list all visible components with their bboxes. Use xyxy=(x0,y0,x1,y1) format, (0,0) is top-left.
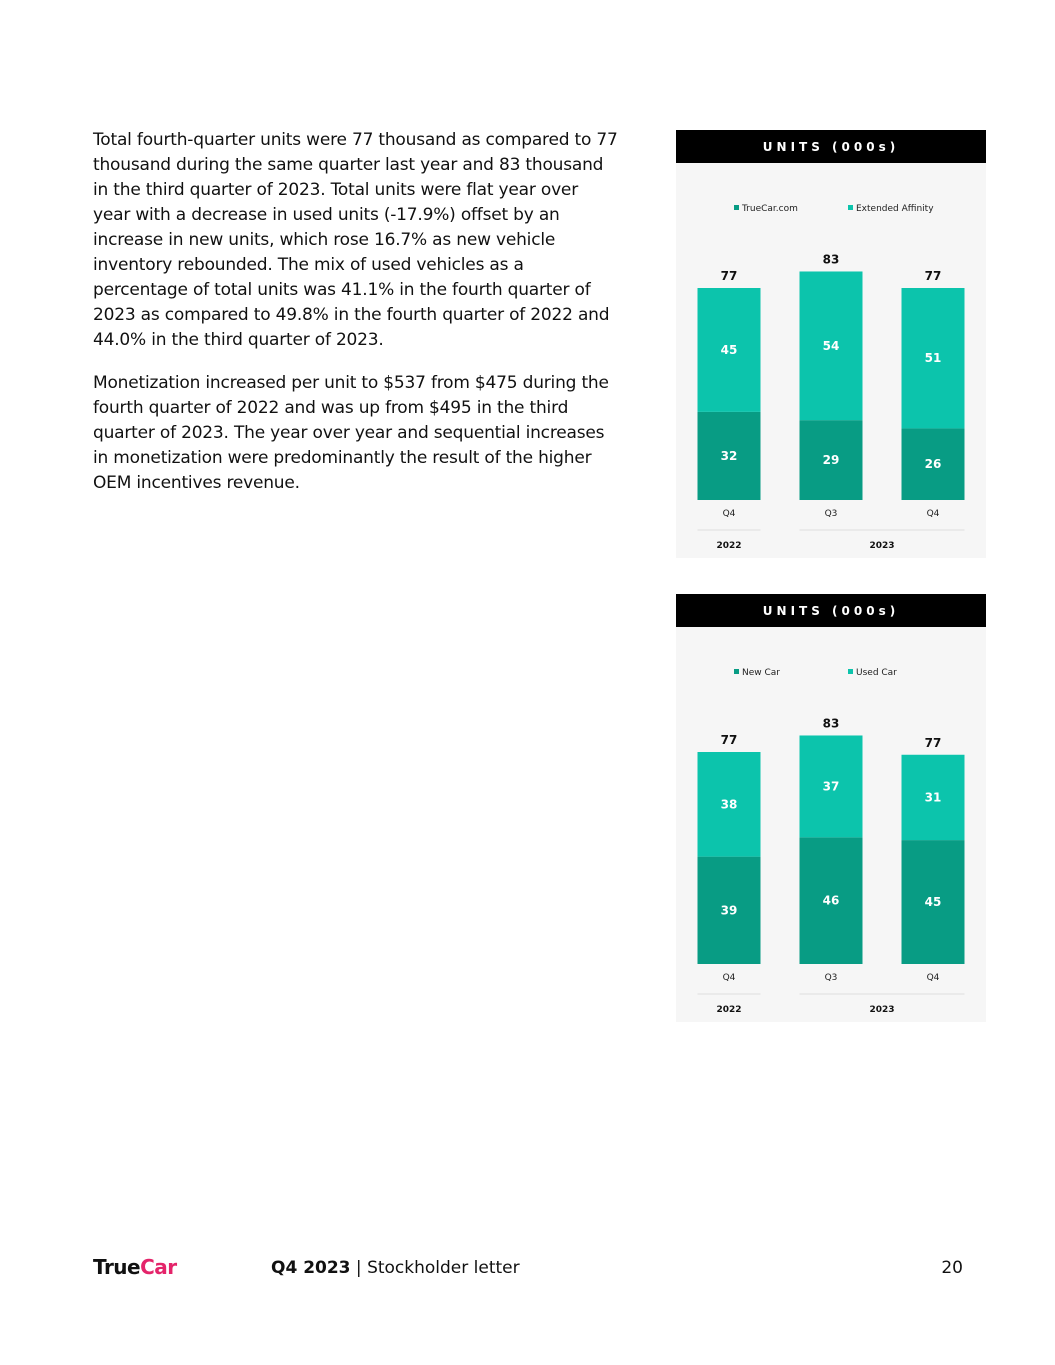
year-group-label: 2022 xyxy=(716,1005,742,1015)
data-label: 45 xyxy=(720,342,738,357)
footer-doc-title xyxy=(271,1258,520,1278)
legend-swatch xyxy=(734,205,739,210)
tick-label: Q4 xyxy=(926,973,940,983)
data-label: 26 xyxy=(924,457,942,472)
body-paragraph-units: Total fourth-quarter units were 77 thousand as compared to 77 thousand during the same quarter last year and 83 thousand in the third quarter of 2023. Total units were flat year over year with a decrease in used units (-17.9%) offset by an increase in new units, which rose 16.7% as new vehicle inventory rebounded. The mix of used vehicles as a percentage of total units was 41.1% in the fourth quarter of 2023 as compared to 49.8% in the fourth quarter of 2022 and 44.0% in the third quarter of 2023. xyxy=(93,130,618,350)
units-new-used-svg xyxy=(676,594,986,1022)
page-number: 20 xyxy=(941,1258,963,1278)
footer-separator: | xyxy=(350,1258,368,1278)
logo-car-text: Car xyxy=(140,1255,177,1279)
body-paragraph-monetization: Monetization increased per unit to $537 from $475 during the fourth quarter of 2022 and was up from $495 in the third quarter of 2023. The year over year and sequential increases in monetization were predominantly the result of the higher OEM incentives revenue. xyxy=(93,373,609,493)
total-label: 83 xyxy=(822,252,840,267)
legend-label: Used Car xyxy=(856,668,897,678)
data-label: 31 xyxy=(924,790,942,805)
units-new-used-chart xyxy=(676,594,986,1022)
data-label: 54 xyxy=(822,338,840,353)
tick-label: Q4 xyxy=(722,973,736,983)
data-label: 38 xyxy=(720,797,738,812)
tick-label: Q3 xyxy=(824,973,838,983)
legend-swatch xyxy=(734,669,739,674)
footer-quarter: Q4 2023 xyxy=(271,1258,351,1278)
tick-label: Q3 xyxy=(824,509,838,519)
chart-title: UNITS (000s) xyxy=(676,130,986,163)
year-group-label: 2023 xyxy=(869,1005,895,1015)
legend-label: TrueCar.com xyxy=(742,204,798,214)
logo-true-text: True xyxy=(93,1255,141,1279)
data-label: 51 xyxy=(924,351,942,366)
data-label: 46 xyxy=(822,893,840,908)
tick-label: Q4 xyxy=(722,509,736,519)
units-by-channel-chart xyxy=(676,130,986,558)
total-label: 83 xyxy=(822,716,840,731)
data-label: 39 xyxy=(720,903,738,918)
legend-label: New Car xyxy=(742,668,780,678)
data-label: 32 xyxy=(720,448,738,463)
footer-doc-name: Stockholder letter xyxy=(367,1258,520,1278)
legend-swatch xyxy=(848,669,853,674)
truecar-logo xyxy=(93,1255,177,1279)
chart-title: UNITS (000s) xyxy=(676,594,986,627)
legend-label: Extended Affinity xyxy=(856,204,934,214)
year-group-label: 2022 xyxy=(716,541,742,551)
total-label: 77 xyxy=(720,733,738,747)
data-label: 29 xyxy=(822,453,840,468)
total-label: 77 xyxy=(924,269,942,283)
units-by-channel-svg xyxy=(676,130,986,558)
legend-swatch xyxy=(848,205,853,210)
tick-label: Q4 xyxy=(926,509,940,519)
year-group-label: 2023 xyxy=(869,541,895,551)
data-label: 37 xyxy=(822,779,840,794)
data-label: 45 xyxy=(924,895,942,910)
total-label: 77 xyxy=(720,269,738,283)
total-label: 77 xyxy=(924,735,942,750)
